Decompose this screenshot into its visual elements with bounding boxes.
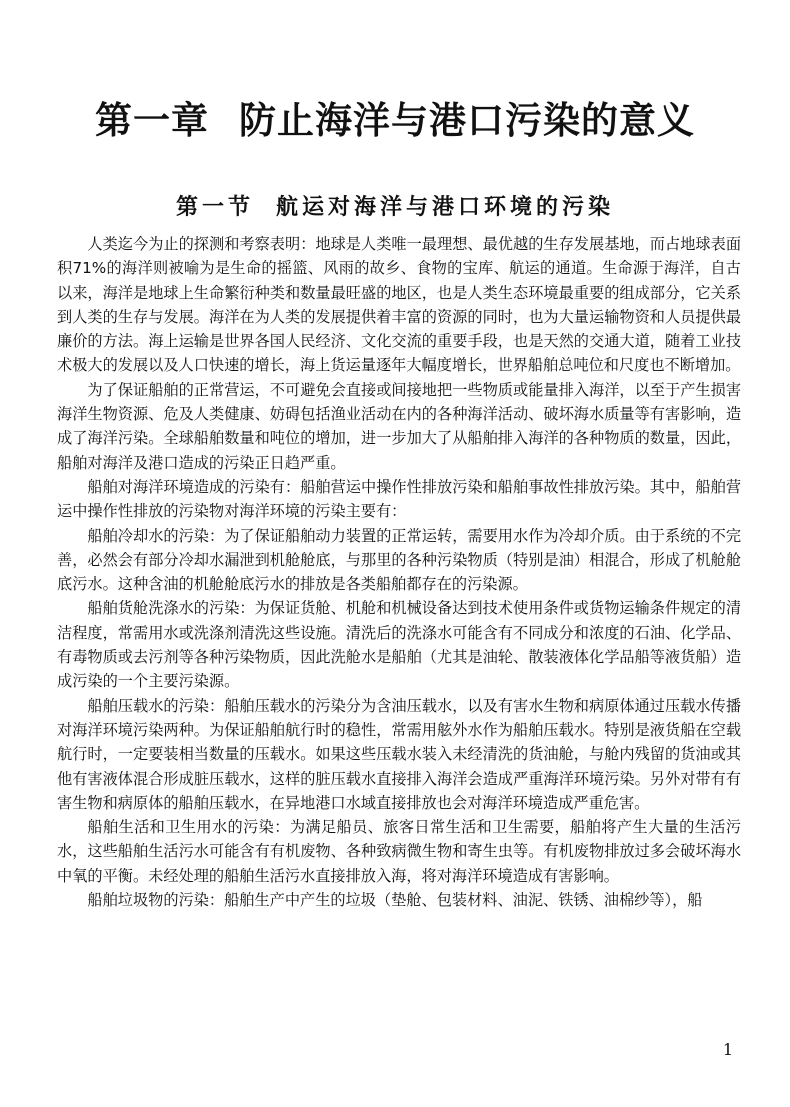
section-label: 第一节 (175, 194, 254, 220)
paragraph: 船舶生活和卫生用水的污染：为满足船员、旅客日常生活和卫生需要，船舶将产生大量的生活污水，这些船舶生活污水可能含有有机废物、各种致病微生物和寄生虫等。有机废物排放过多会破坏海水中氧的平衡。未经处理的船舶生活污水直接排放入海，将对海洋环境造成有害影响。 (57, 818, 741, 885)
section-title (0, 190, 790, 221)
chapter-title (0, 90, 790, 144)
section-title-text: 航运对海洋与港口环境的污染 (276, 194, 615, 220)
paragraph: 人类迄今为止的探测和考察表明：地球是人类唯一最理想、最优越的生存发展基地，而占地球表面积71%的海洋则被喻为是生命的摇篮、风雨的故乡、食物的宝库、航运的通道。生命源于海洋，自古以来，海洋是地球上生命繁衍种类和数量最旺盛的地区，也是人类生态环境最重要的组成部分，它关系到人类的生存与发展。海洋在为人类的发展提供着丰富的资源的同时，也为大量运输物资和人员提供最廉价的方法。海上运输是世界各国人民经济、文化交流的重要手段，也是天然的交通大道，随着工业技术极大的发展以及人口快速的增长，海上货运量逐年大幅度增长，世界船舶总吨位和尺度也不断增加。 (57, 235, 741, 375)
page-number: 1 (722, 1040, 733, 1059)
paragraph: 船舶冷却水的污染：为了保证船舶动力装置的正常运转，需要用水作为冷却介质。由于系统的不完善，必然会有部分冷却水漏泄到机舱舱底，与那里的各种污染物质（特别是油）相混合，形成了机舱舱底污水。这种含油的机舱舱底污水的排放是各类船舶都存在的污染源。 (57, 526, 741, 594)
paragraph: 船舶对海洋环境造成的污染有：船舶营运中操作性排放污染和船舶事故性排放污染。其中，船舶营运中操作性排放的污染物对海洋环境的污染主要有： (57, 477, 741, 521)
chapter-title-text: 防止海洋与港口污染的意义 (239, 99, 695, 142)
paragraph: 为了保证船舶的正常营运，不可避免会直接或间接地把一些物质或能量排入海洋，以至于产生损害海洋生物资源、危及人类健康、妨碍包括渔业活动在内的各种海洋活动、破坏海水质量等有害影响，造成了海洋污染。全球船舶数量和吨位的增加，进一步加大了从船舶排入海洋的各种物质的数量，因此，船舶对海洋及港口造成的污染正日趋严重。 (57, 380, 741, 472)
body-text (57, 232, 741, 912)
paragraph: 船舶压载水的污染：船舶压载水的污染分为含油压载水，以及有害水生物和病原体通过压载水传播对海洋环境污染两种。为保证船舶航行时的稳性，常需用舷外水作为船舶压载水。特别是液货船在空载航行时，一定要装相当数量的压载水。如果这些压载水装入未经清洗的货油舱，与舱内残留的货油或其他有害液体混合形成脏压载水，这样的脏压载水直接排入海洋会造成严重海洋环境污染。另外对带有有害生物和病原体的船舶压载水，在异地港口水域直接排放也会对海洋环境造成严重危害。 (57, 696, 741, 812)
paragraph: 船舶垃圾物的污染：船舶生产中产生的垃圾（垫舱、包装材料、油泥、铁锈、油棉纱等），船 (87, 891, 703, 910)
chapter-label: 第一章 (95, 99, 209, 142)
paragraph: 船舶货舱洗涤水的污染：为保证货舱、机舱和机械设备达到技术使用条件或货物运输条件规定的清洁程度，常需用水或洗涤剂清洗这些设施。清洗后的洗涤水可能含有不同成分和浓度的石油、化学品、有毒物质或去污剂等各种污染物质，因此洗舱水是船舶（尤其是油轮、散装液体化学品船等液货船）造成污染的一个主要污染源。 (57, 599, 741, 691)
